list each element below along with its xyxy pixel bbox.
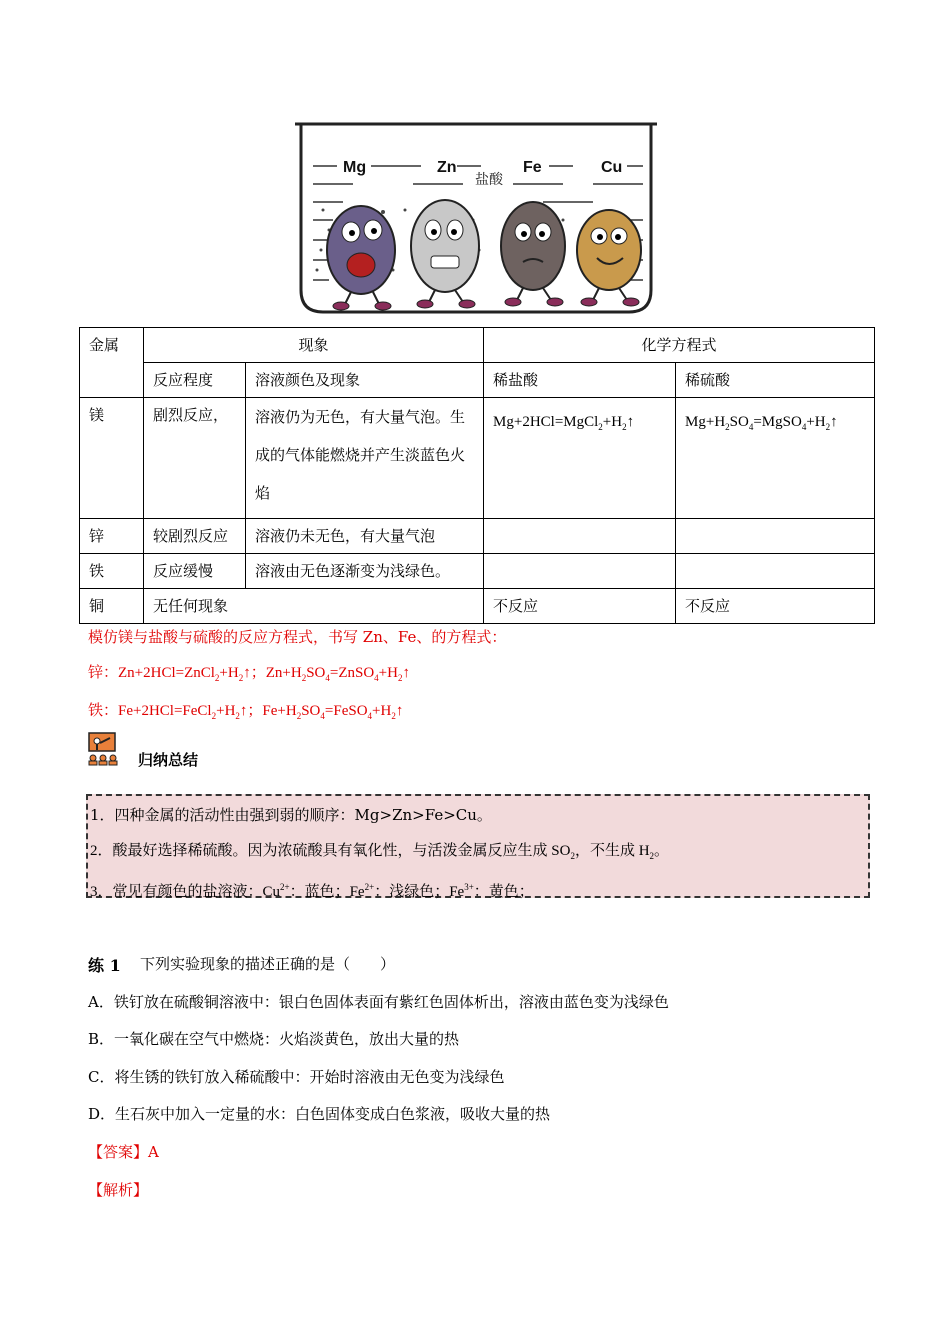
degree-cell: 反应缓慢 <box>144 554 246 589</box>
h2so4-equation-cell <box>676 519 875 554</box>
mg-character <box>327 206 395 310</box>
exercise-question: 下列实验现象的描述正确的是（ ） <box>140 955 396 973</box>
option-d: D．生石灰中加入一定量的水：白色固体变成白色浆液，吸收大量的热 <box>88 1105 551 1123</box>
summary-item: 1．四种金属的活动性由强到弱的顺序：Mg>Zn>Fe>Cu。 <box>90 806 492 824</box>
header-color: 溶液颜色及现象 <box>246 363 484 398</box>
fe-label: Fe <box>523 159 542 176</box>
hcl-equation-cell: 不反应 <box>484 589 676 624</box>
acid-label: 盐酸 <box>475 172 503 188</box>
zn-character <box>411 200 479 308</box>
table-header-row <box>80 328 875 363</box>
metal-cell: 锌 <box>80 519 144 554</box>
metal-cell: 镁 <box>80 398 144 519</box>
summary-item: 3．常见有颜色的盐溶液：$Cu^{2+}$：蓝色；$Fe^{2+}$：浅绿色；$Fe^{3+}$：黄色； <box>90 882 534 900</box>
option-c: C．将生锈的铁钉放入稀硫酸中：开始时溶液由无色变为浅绿色 <box>88 1068 505 1086</box>
summary-item: 2．酸最好选择稀硫酸。因为浓硫酸具有氧化性，与活泼金属反应生成 $SO_2$，不生成 $H_2$。 <box>90 843 670 861</box>
table-row <box>80 398 875 519</box>
metal-reaction-table <box>79 327 875 624</box>
degree-cell: 较剧烈反应 <box>144 519 246 554</box>
hcl-equation-cell <box>484 519 676 554</box>
h2so4-equation-cell <box>676 554 875 589</box>
h2so4-equation-cell <box>676 398 875 519</box>
table-row <box>80 554 875 589</box>
table-row <box>80 589 875 624</box>
iron-equations: 铁：$Fe+2HCl=FeCl_2+H_2↑$；$Fe+H_2SO_4=FeSO_4+H_2↑$ <box>88 703 404 721</box>
mg-label: Mg <box>343 159 367 176</box>
header-equation: 化学方程式 <box>484 328 875 363</box>
option-b: B．一氧化碳在空气中燃烧：火焰淡黄色，放出大量的热 <box>88 1030 460 1048</box>
metal-cell: 铜 <box>80 589 144 624</box>
hcl-equation-text: $Mg+2HCl=MgCl_2+H_2↑$ <box>493 414 635 432</box>
exercise-label: 练 1 <box>88 956 121 975</box>
summary-heading: 归纳总结 <box>138 751 199 769</box>
hcl-equation-cell <box>484 554 676 589</box>
summary-teacher-icon <box>88 732 122 766</box>
cu-label: Cu <box>601 159 623 176</box>
color-cell: 溶液由无色逐渐变为浅绿色。 <box>246 554 484 589</box>
degree-cell: 剧烈反应， <box>144 398 246 519</box>
color-cell: 溶液仍未无色，有大量气泡 <box>246 519 484 554</box>
header-degree: 反应程度 <box>144 363 246 398</box>
answer-value: A <box>148 1143 159 1161</box>
cu-character <box>577 210 641 306</box>
option-a: A．铁钉放在硫酸铜溶液中：银白色固体表面有紫红色固体析出，溶液由蓝色变为浅绿色 <box>88 993 669 1011</box>
header-metal: 金属 <box>80 328 144 398</box>
beaker-illustration <box>293 120 659 316</box>
table-row <box>80 519 875 554</box>
h2so4-equation-cell: 不反应 <box>676 589 875 624</box>
answer-line <box>88 1141 159 1162</box>
summary-box <box>86 794 870 898</box>
fe-character <box>501 202 565 306</box>
color-cell: 溶液仍为无色，有大量气泡。生成的气体能燃烧并产生淡蓝色火焰 <box>246 398 484 519</box>
h2so4-equation-text: $Mg+H_2SO_4=MgSO_4+H_2↑$ <box>685 414 838 432</box>
hcl-equation-cell <box>484 398 676 519</box>
analysis-label: 【解析】 <box>88 1181 149 1199</box>
zinc-equations: 锌：$Zn+2HCl=ZnCl_2+H_2↑$；$Zn+H_2SO_4=ZnSO_4+H_2↑$ <box>88 665 410 683</box>
header-phenomena: 现象 <box>144 328 484 363</box>
zn-label: Zn <box>437 159 457 176</box>
metal-cell: 铁 <box>80 554 144 589</box>
answer-label: 【答案】 <box>88 1143 149 1161</box>
imitate-prompt: 模仿镁与盐酸与硫酸的反应方程式，书写 Zn、Fe、的方程式： <box>88 628 507 646</box>
header-h2so4: 稀硫酸 <box>676 363 875 398</box>
header-hcl: 稀盐酸 <box>484 363 676 398</box>
table-subheader-row <box>80 363 875 398</box>
degree-cell: 无任何现象 <box>144 589 484 624</box>
